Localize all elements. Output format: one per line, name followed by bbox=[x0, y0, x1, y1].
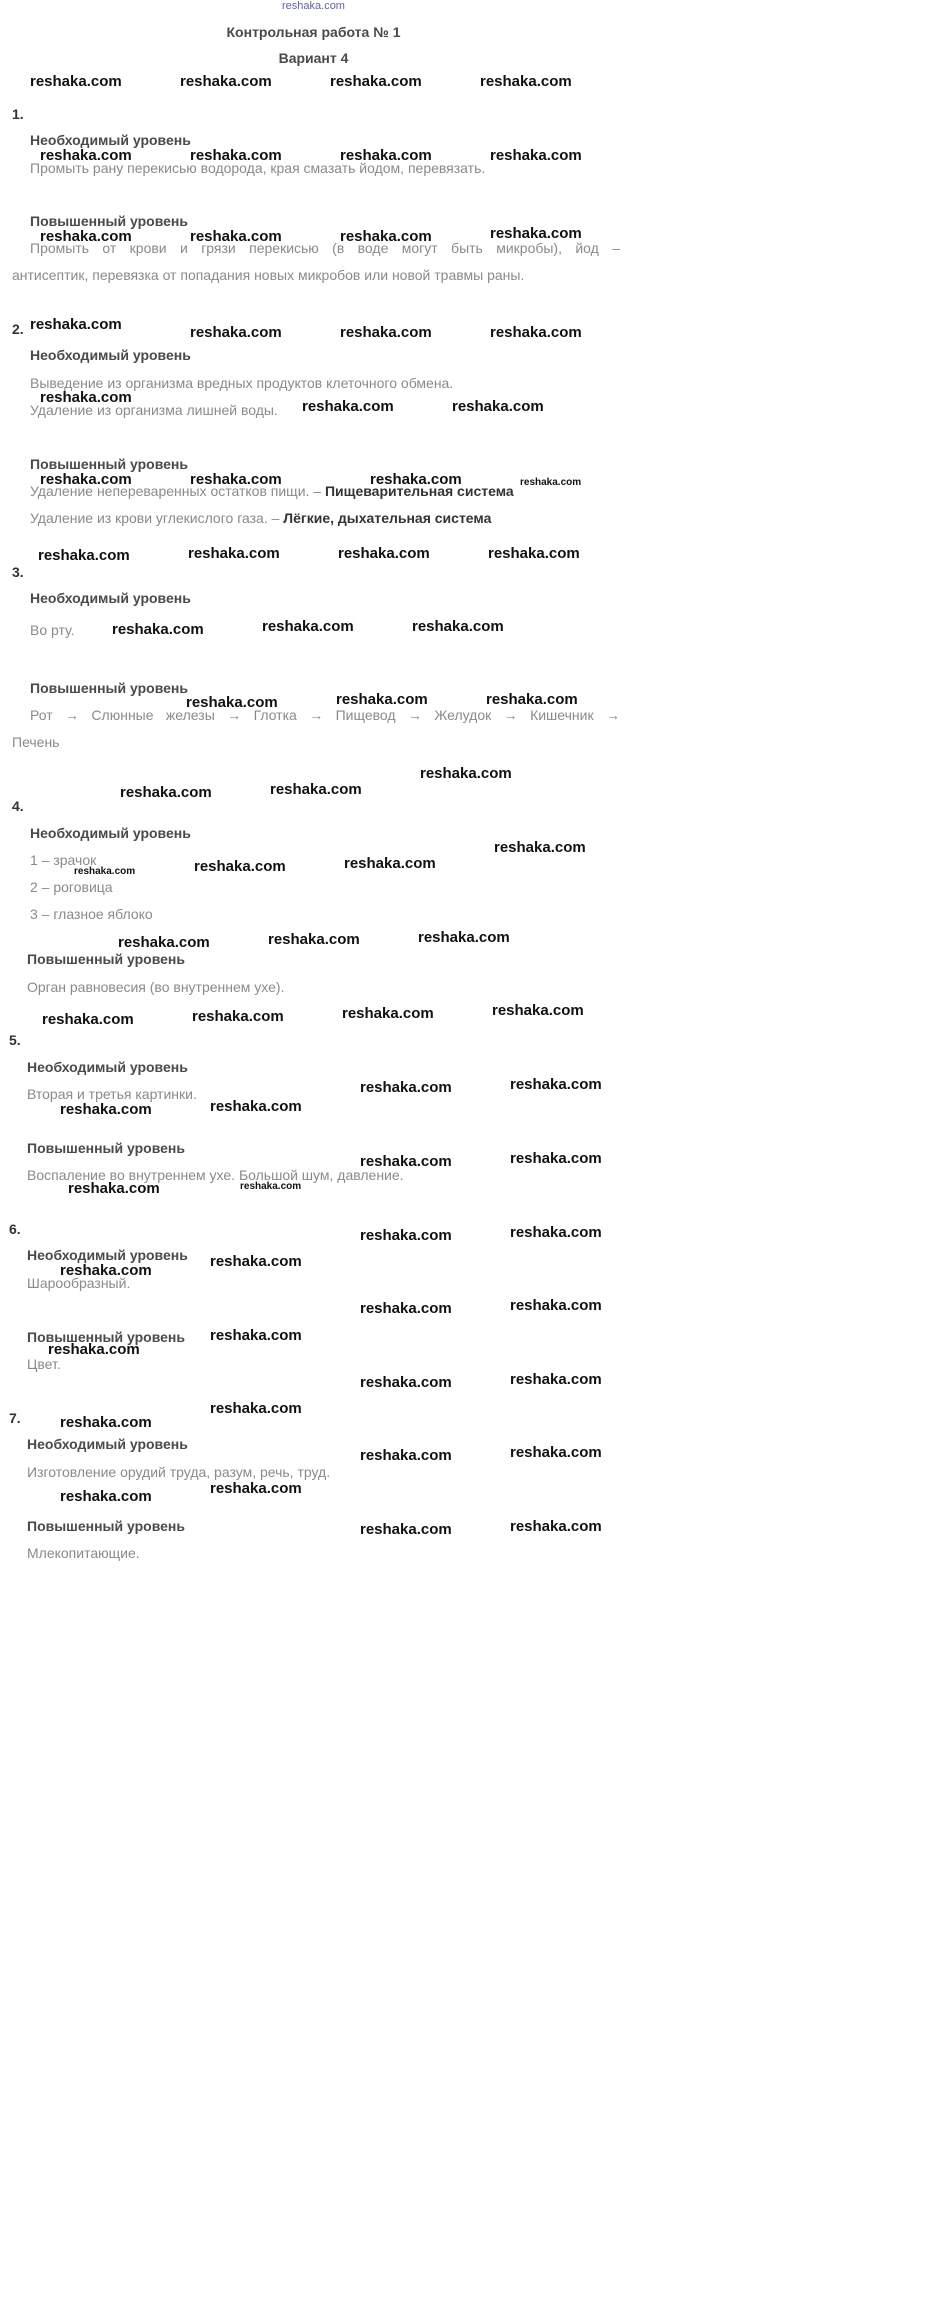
q4-basic-heading: Необходимый уровень bbox=[30, 825, 191, 841]
q4-advanced-heading: Повышенный уровень bbox=[27, 951, 185, 967]
watermark: reshaka.com bbox=[262, 618, 354, 635]
watermark: reshaka.com bbox=[38, 547, 130, 564]
watermark: reshaka.com bbox=[210, 1400, 302, 1417]
watermark: reshaka.com bbox=[40, 228, 132, 245]
watermark: reshaka.com bbox=[510, 1518, 602, 1535]
watermark: reshaka.com bbox=[210, 1253, 302, 1270]
q4-basic-item-3: 3 – глазное яблоко bbox=[30, 906, 153, 922]
watermark: reshaka.com bbox=[344, 855, 436, 872]
q1-advanced-heading: Повышенный уровень bbox=[30, 213, 188, 229]
question-1-number: 1. bbox=[12, 106, 24, 122]
variant-title: Вариант 4 bbox=[278, 50, 349, 66]
q3-advanced-answer-line1: Рот → Слюнные железы → Глотка → Пищевод → Желудок → Кишечник → bbox=[30, 707, 620, 723]
watermark: reshaka.com bbox=[192, 1008, 284, 1025]
watermark: reshaka.com bbox=[490, 225, 582, 242]
watermark: reshaka.com bbox=[486, 691, 578, 708]
site-link[interactable]: reshaka.com bbox=[282, 0, 345, 12]
watermark: reshaka.com bbox=[360, 1153, 452, 1170]
q7-basic-heading: Необходимый уровень bbox=[27, 1436, 188, 1452]
watermark: reshaka.com bbox=[510, 1297, 602, 1314]
watermark: reshaka.com bbox=[118, 934, 210, 951]
watermark: reshaka.com bbox=[60, 1101, 152, 1118]
watermark: reshaka.com bbox=[360, 1079, 452, 1096]
watermark: reshaka.com bbox=[370, 471, 462, 488]
watermark: reshaka.com bbox=[342, 1005, 434, 1022]
watermark: reshaka.com bbox=[330, 73, 422, 90]
q2-advanced-line1-text: Удаление непереваренных остатков пищи. – bbox=[30, 483, 325, 499]
watermark: reshaka.com bbox=[40, 147, 132, 164]
watermark: reshaka.com bbox=[60, 1488, 152, 1505]
q3-advanced-heading: Повышенный уровень bbox=[30, 680, 188, 696]
watermark: reshaka.com bbox=[494, 839, 586, 856]
watermark: reshaka.com bbox=[510, 1371, 602, 1388]
watermark: reshaka.com bbox=[452, 398, 544, 415]
q5-basic-heading: Необходимый уровень bbox=[27, 1059, 188, 1075]
watermark: reshaka.com bbox=[40, 389, 132, 406]
q1-basic-answer: Промыть рану перекисью водорода, края смазать йодом, перевязать. bbox=[30, 160, 486, 176]
q2-advanced-line2-bold: Лёгкие, дыхательная система bbox=[283, 510, 492, 526]
q6-basic-heading: Необходимый уровень bbox=[27, 1247, 188, 1263]
q2-advanced-answer-line2 bbox=[30, 510, 491, 526]
watermark: reshaka.com bbox=[210, 1327, 302, 1344]
watermark: reshaka.com bbox=[490, 147, 582, 164]
watermark: reshaka.com bbox=[340, 147, 432, 164]
q6-advanced-answer: Цвет. bbox=[27, 1356, 61, 1372]
question-3-number: 3. bbox=[12, 564, 24, 580]
watermark: reshaka.com bbox=[492, 1002, 584, 1019]
watermark: reshaka.com bbox=[418, 929, 510, 946]
q5-advanced-answer: Воспаление во внутреннем ухе. Большой шум, давление. bbox=[27, 1167, 404, 1183]
watermark: reshaka.com bbox=[270, 781, 362, 798]
watermark: reshaka.com bbox=[510, 1076, 602, 1093]
watermark: reshaka.com bbox=[190, 228, 282, 245]
watermark: reshaka.com bbox=[210, 1480, 302, 1497]
page-title: Контрольная работа № 1 bbox=[226, 24, 401, 40]
watermark: reshaka.com bbox=[40, 471, 132, 488]
q7-advanced-heading: Повышенный уровень bbox=[27, 1518, 185, 1534]
watermark: reshaka.com bbox=[510, 1444, 602, 1461]
watermark: reshaka.com bbox=[68, 1180, 160, 1197]
q2-basic-answer-line1: Выведение из организма вредных продуктов клеточного обмена. bbox=[30, 375, 454, 391]
watermark: reshaka.com bbox=[360, 1374, 452, 1391]
watermark: reshaka.com bbox=[360, 1521, 452, 1538]
watermark: reshaka.com bbox=[268, 931, 360, 948]
watermark: reshaka.com bbox=[510, 1224, 602, 1241]
watermark: reshaka.com bbox=[180, 73, 272, 90]
q4-basic-item-2: 2 – роговица bbox=[30, 879, 113, 895]
watermark: reshaka.com bbox=[340, 324, 432, 341]
watermark: reshaka.com bbox=[188, 545, 280, 562]
watermark: reshaka.com bbox=[48, 1341, 140, 1358]
q3-basic-heading: Необходимый уровень bbox=[30, 590, 191, 606]
watermark: reshaka.com bbox=[42, 1011, 134, 1028]
watermark: reshaka.com bbox=[74, 866, 136, 877]
watermark: reshaka.com bbox=[120, 784, 212, 801]
watermark: reshaka.com bbox=[190, 324, 282, 341]
q7-basic-answer: Изготовление орудий труда, разум, речь, труд. bbox=[27, 1464, 331, 1480]
q2-advanced-heading: Повышенный уровень bbox=[30, 456, 188, 472]
question-2-number: 2. bbox=[12, 321, 24, 337]
watermark: reshaka.com bbox=[340, 228, 432, 245]
question-5-number: 5. bbox=[9, 1032, 21, 1048]
q2-advanced-line1-bold: Пищеварительная система bbox=[324, 483, 514, 499]
q5-basic-answer: Вторая и третья картинки. bbox=[27, 1086, 197, 1102]
q6-basic-answer: Шарообразный. bbox=[27, 1275, 131, 1291]
watermark: reshaka.com bbox=[302, 398, 394, 415]
question-6-number: 6. bbox=[9, 1221, 21, 1237]
q1-advanced-answer-line2: антисептик, перевязка от попадания новых микробов или новой травмы раны. bbox=[12, 267, 525, 283]
watermark: reshaka.com bbox=[30, 316, 122, 333]
watermark: reshaka.com bbox=[190, 147, 282, 164]
watermark: reshaka.com bbox=[112, 621, 204, 638]
watermark: reshaka.com bbox=[510, 1150, 602, 1167]
watermark: reshaka.com bbox=[412, 618, 504, 635]
q2-advanced-line2-text: Удаление из крови углекислого газа. – bbox=[30, 510, 284, 526]
watermark: reshaka.com bbox=[194, 858, 286, 875]
q7-advanced-answer: Млекопитающие. bbox=[27, 1545, 140, 1561]
watermark: reshaka.com bbox=[360, 1447, 452, 1464]
watermark: reshaka.com bbox=[360, 1300, 452, 1317]
watermark: reshaka.com bbox=[420, 765, 512, 782]
watermark: reshaka.com bbox=[240, 1181, 302, 1192]
watermark: reshaka.com bbox=[336, 691, 428, 708]
watermark: reshaka.com bbox=[490, 324, 582, 341]
question-7-number: 7. bbox=[9, 1410, 21, 1426]
q4-basic-item-1: 1 – зрачок bbox=[30, 852, 97, 868]
watermark: reshaka.com bbox=[60, 1414, 152, 1431]
watermark: reshaka.com bbox=[60, 1262, 152, 1279]
q6-advanced-heading: Повышенный уровень bbox=[27, 1329, 185, 1345]
q2-basic-heading: Необходимый уровень bbox=[30, 347, 191, 363]
watermark: reshaka.com bbox=[360, 1227, 452, 1244]
q2-basic-answer-line2: Удаление из организма лишней воды. bbox=[30, 402, 278, 418]
watermark: reshaka.com bbox=[210, 1098, 302, 1115]
q1-basic-heading: Необходимый уровень bbox=[30, 132, 191, 148]
watermark: reshaka.com bbox=[488, 545, 580, 562]
q5-advanced-heading: Повышенный уровень bbox=[27, 1140, 185, 1156]
watermark: reshaka.com bbox=[190, 471, 282, 488]
watermark: reshaka.com bbox=[186, 694, 278, 711]
watermark: reshaka.com bbox=[338, 545, 430, 562]
watermark: reshaka.com bbox=[480, 73, 572, 90]
watermark: reshaka.com bbox=[520, 477, 582, 488]
q3-basic-answer: Во рту. bbox=[30, 622, 75, 638]
q1-advanced-answer-line1: Промыть от крови и грязи перекисью (в воде могут быть микробы), йод – bbox=[30, 240, 620, 256]
question-4-number: 4. bbox=[12, 798, 24, 814]
q3-advanced-answer-line2: Печень bbox=[12, 734, 60, 750]
q4-advanced-answer: Орган равновесия (во внутреннем ухе). bbox=[27, 979, 285, 995]
watermark: reshaka.com bbox=[30, 73, 122, 90]
